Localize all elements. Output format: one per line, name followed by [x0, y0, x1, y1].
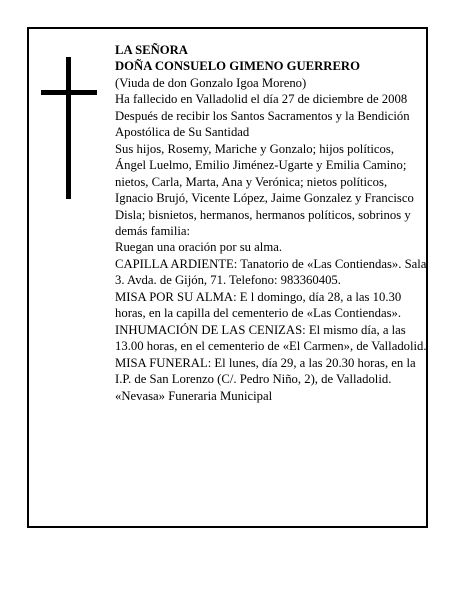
death-notice: Ha fallecido en Valladolid el día 27 de diciembre de 2008 — [115, 92, 408, 107]
mass-label: MISA POR SU ALMA: — [115, 289, 237, 304]
deceased-name: DOÑA CONSUELO GIMENO GUERRERO — [115, 59, 360, 74]
sacraments-line: Después de recibir los Santos Sacramentos y la Bendición Apostólica de Su Santidad — [115, 108, 410, 140]
cross-horizontal-bar — [41, 90, 97, 95]
title-line: LA SEÑORA — [115, 43, 188, 57]
mass-details: E l domingo, día 28, a las 10.30 horas, en la capilla del cementerio de «Las Contiendas». — [115, 289, 402, 321]
widow-of: (Viuda de don Gonzalo Igoa Moreno) — [115, 75, 307, 90]
funeral-home: «Nevasa» Funeraria Municipal — [115, 388, 273, 403]
chapel-section — [115, 256, 427, 289]
funeral-section — [115, 355, 427, 388]
latin-cross-icon — [41, 57, 97, 199]
mass-section — [115, 289, 427, 322]
funeral-label: MISA FUNERAL: — [115, 355, 212, 370]
prayer-request: Ruegan una oración por su alma. — [115, 240, 283, 255]
ashes-section — [115, 322, 427, 355]
ashes-label: INHUMACIÓN DE LAS CENIZAS: — [115, 322, 306, 337]
chapel-details: Tanatorio de «Las Contiendas». Sala 3. Avda. de Gijón, 71. Telefono: 983360405. — [115, 256, 427, 288]
ashes-details: El mismo día, a las 13.00 horas, en el cementerio de «El Carmen», de Valladolid. — [115, 322, 427, 354]
obituary-notice — [27, 27, 428, 528]
chapel-label: CAPILLA ARDIENTE: — [115, 256, 238, 271]
funeral-details: El lunes, día 29, a las 20.30 horas, en la I.P. de San Lorenzo (C/. Pedro Niño, 2), de Valladolid. — [115, 355, 416, 387]
cross-vertical-bar — [66, 57, 71, 199]
notice-text — [115, 42, 427, 404]
family-list: Sus hijos, Rosemy, Mariche y Gonzalo; hijos políticos, Ángel Luelmo, Emilio Jiménez-Ugarte y Emilia Camino; nietos, Carla, Marta, Ana y Verónica; nietos políticos, Ignacio Brujó, Vicente López, Jaime Gonzalez y Francisco Disla; bisnietos, hermanos, hermanos políticos, sobrinos y demás familia: — [115, 141, 414, 238]
